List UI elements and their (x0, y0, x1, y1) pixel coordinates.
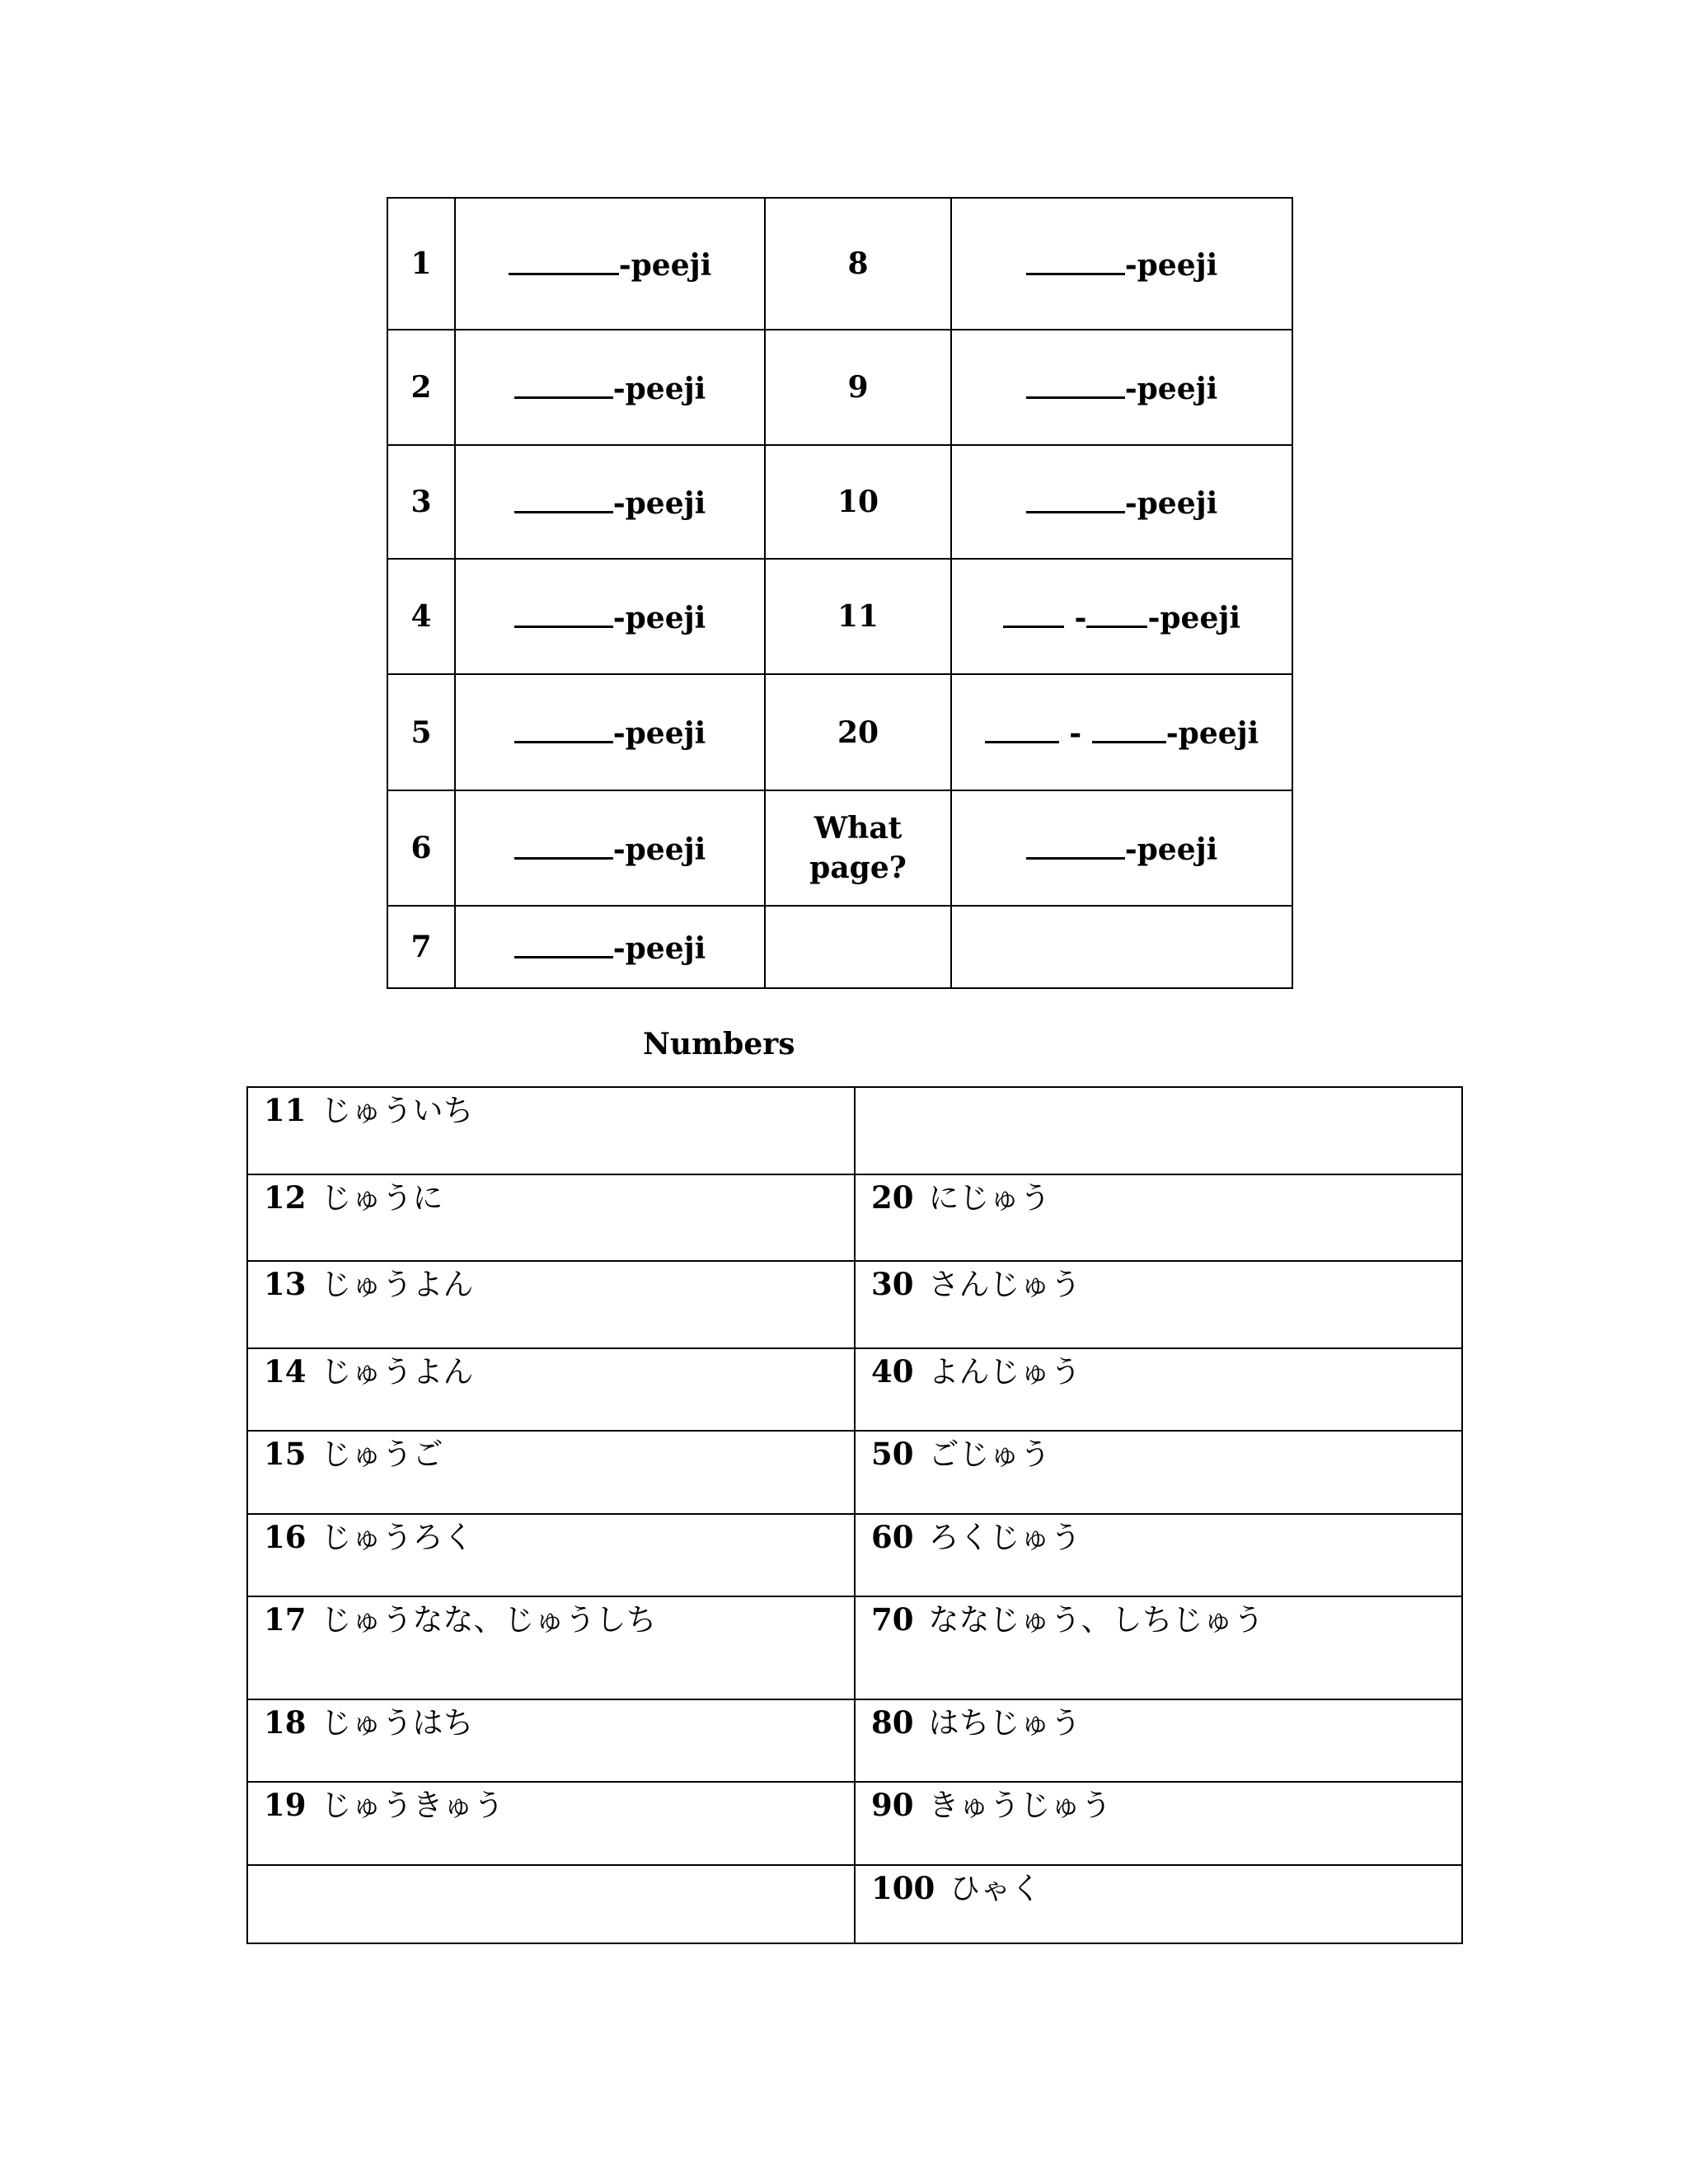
number-cell (855, 1865, 1462, 1943)
number-value: 14 (264, 1353, 307, 1390)
table-row (387, 559, 1292, 674)
row-number: 11 (765, 559, 951, 674)
table-row (247, 1782, 1462, 1865)
table-row (247, 1431, 1462, 1514)
number-value: 100 (871, 1870, 935, 1906)
answer-blank[interactable] (1026, 367, 1125, 399)
answer-blank[interactable] (1026, 827, 1125, 860)
table-row (387, 330, 1292, 445)
number-value: 90 (871, 1787, 914, 1823)
number-cell (855, 1782, 1462, 1865)
peeji-suffix: -peeji (612, 371, 706, 406)
peeji-suffix: -peeji (618, 247, 712, 283)
answer-cell (455, 790, 765, 906)
number-value: 18 (264, 1704, 307, 1741)
number-word: ろくじゅう (928, 1520, 1081, 1555)
number-value: 11 (264, 1092, 307, 1128)
answer-blank[interactable] (514, 481, 613, 513)
number-cell (855, 1087, 1462, 1174)
numbers-title: Numbers (643, 1027, 795, 1062)
answer-blank[interactable] (1026, 243, 1125, 275)
table-row (387, 198, 1292, 330)
empty-cell (765, 906, 951, 988)
number-cell (247, 1782, 855, 1865)
row-number: 20 (765, 674, 951, 790)
table-row (387, 445, 1292, 559)
answer-blank[interactable] (514, 367, 613, 399)
number-value: 17 (264, 1601, 307, 1638)
peeji-suffix: -peeji (1165, 716, 1259, 751)
answer-cell (951, 790, 1292, 906)
number-word: よんじゅう (928, 1354, 1081, 1390)
table-row (247, 1087, 1462, 1174)
answer-blank[interactable] (1092, 711, 1166, 743)
row-number: 7 (387, 906, 455, 988)
number-cell (247, 1596, 855, 1699)
table-row (247, 1261, 1462, 1348)
number-cell (855, 1348, 1462, 1431)
number-word: ななじゅう、しちじゅう (928, 1602, 1264, 1638)
peeji-suffix: -peeji (1124, 832, 1218, 867)
number-value: 50 (871, 1436, 914, 1472)
answer-cell (951, 330, 1292, 445)
row-number: 1 (387, 198, 455, 330)
number-cell (247, 1699, 855, 1782)
table-row (247, 1174, 1462, 1261)
number-cell (855, 1431, 1462, 1514)
answer-blank[interactable] (514, 711, 613, 743)
table-row (247, 1699, 1462, 1782)
answer-blank[interactable] (1086, 596, 1147, 628)
number-cell (247, 1514, 855, 1596)
row-number: 8 (765, 198, 951, 330)
row-number: 9 (765, 330, 951, 445)
number-cell (247, 1431, 855, 1514)
row-number: 4 (387, 559, 455, 674)
number-value: 19 (264, 1787, 307, 1823)
answer-cell (455, 445, 765, 559)
answer-cell (951, 674, 1292, 790)
row-number: 5 (387, 674, 455, 790)
number-cell (247, 1865, 855, 1943)
table-row (387, 674, 1292, 790)
numbers-table (246, 1086, 1463, 1944)
answer-cell (455, 906, 765, 988)
table-row (387, 790, 1292, 906)
number-word: きゅうじゅう (928, 1788, 1112, 1823)
answer-cell (951, 559, 1292, 674)
number-word: じゅうよん (321, 1267, 474, 1302)
answer-blank[interactable] (514, 926, 613, 958)
number-value: 30 (871, 1266, 914, 1302)
number-value: 13 (264, 1266, 307, 1302)
peeji-suffix: -peeji (1147, 600, 1241, 635)
row-number: 10 (765, 445, 951, 559)
number-word: じゅういち (321, 1093, 474, 1128)
answer-blank[interactable] (509, 243, 619, 275)
peeji-suffix: -peeji (612, 832, 706, 867)
answer-cell (455, 330, 765, 445)
dash: - (1074, 600, 1087, 635)
what-page-label: What page? (765, 790, 951, 906)
number-word: さんじゅう (928, 1267, 1081, 1302)
table-row (387, 906, 1292, 988)
number-word: じゅうろく (321, 1520, 474, 1555)
number-cell (247, 1087, 855, 1174)
table-row (247, 1348, 1462, 1431)
number-word: じゅうはち (321, 1705, 474, 1741)
number-cell (855, 1174, 1462, 1261)
dash: - (1069, 716, 1082, 751)
peeji-suffix: -peeji (612, 485, 706, 521)
answer-cell (951, 445, 1292, 559)
page-number-table (387, 197, 1293, 989)
answer-blank[interactable] (985, 711, 1059, 743)
number-cell (247, 1174, 855, 1261)
table-row (247, 1865, 1462, 1943)
number-word: ひゃく (950, 1871, 1042, 1906)
number-value: 20 (871, 1179, 914, 1216)
number-word: はちじゅう (928, 1705, 1081, 1741)
number-cell (247, 1261, 855, 1348)
number-value: 40 (871, 1353, 914, 1390)
number-value: 70 (871, 1601, 914, 1638)
peeji-suffix: -peeji (1124, 371, 1218, 406)
answer-cell (455, 198, 765, 330)
table-row (247, 1514, 1462, 1596)
row-number: 6 (387, 790, 455, 906)
number-cell (855, 1514, 1462, 1596)
number-cell (247, 1348, 855, 1431)
answer-cell (455, 559, 765, 674)
number-word: じゅうきゅう (321, 1788, 504, 1823)
answer-blank[interactable] (1026, 481, 1125, 513)
answer-blank[interactable] (1003, 596, 1064, 628)
number-word: じゅうご (321, 1436, 443, 1472)
number-word: じゅうよん (321, 1354, 474, 1390)
empty-cell (951, 906, 1292, 988)
number-word: じゅうに (321, 1180, 443, 1216)
answer-blank[interactable] (514, 596, 613, 628)
number-word: ごじゅう (928, 1436, 1051, 1472)
peeji-suffix: -peeji (1124, 247, 1218, 283)
number-value: 12 (264, 1179, 307, 1216)
number-word: じゅうなな、じゅうしち (321, 1602, 657, 1638)
number-word: にじゅう (928, 1180, 1051, 1216)
peeji-suffix: -peeji (612, 930, 706, 966)
peeji-suffix: -peeji (1124, 485, 1218, 521)
number-value: 80 (871, 1704, 914, 1741)
number-cell (855, 1699, 1462, 1782)
row-number: 3 (387, 445, 455, 559)
answer-cell (951, 198, 1292, 330)
peeji-suffix: -peeji (612, 716, 706, 751)
number-value: 60 (871, 1519, 914, 1555)
number-value: 15 (264, 1436, 307, 1472)
number-value: 16 (264, 1519, 307, 1555)
table-row (247, 1596, 1462, 1699)
row-number: 2 (387, 330, 455, 445)
number-cell (855, 1261, 1462, 1348)
number-cell (855, 1596, 1462, 1699)
answer-blank[interactable] (514, 827, 613, 860)
peeji-suffix: -peeji (612, 600, 706, 635)
answer-cell (455, 674, 765, 790)
